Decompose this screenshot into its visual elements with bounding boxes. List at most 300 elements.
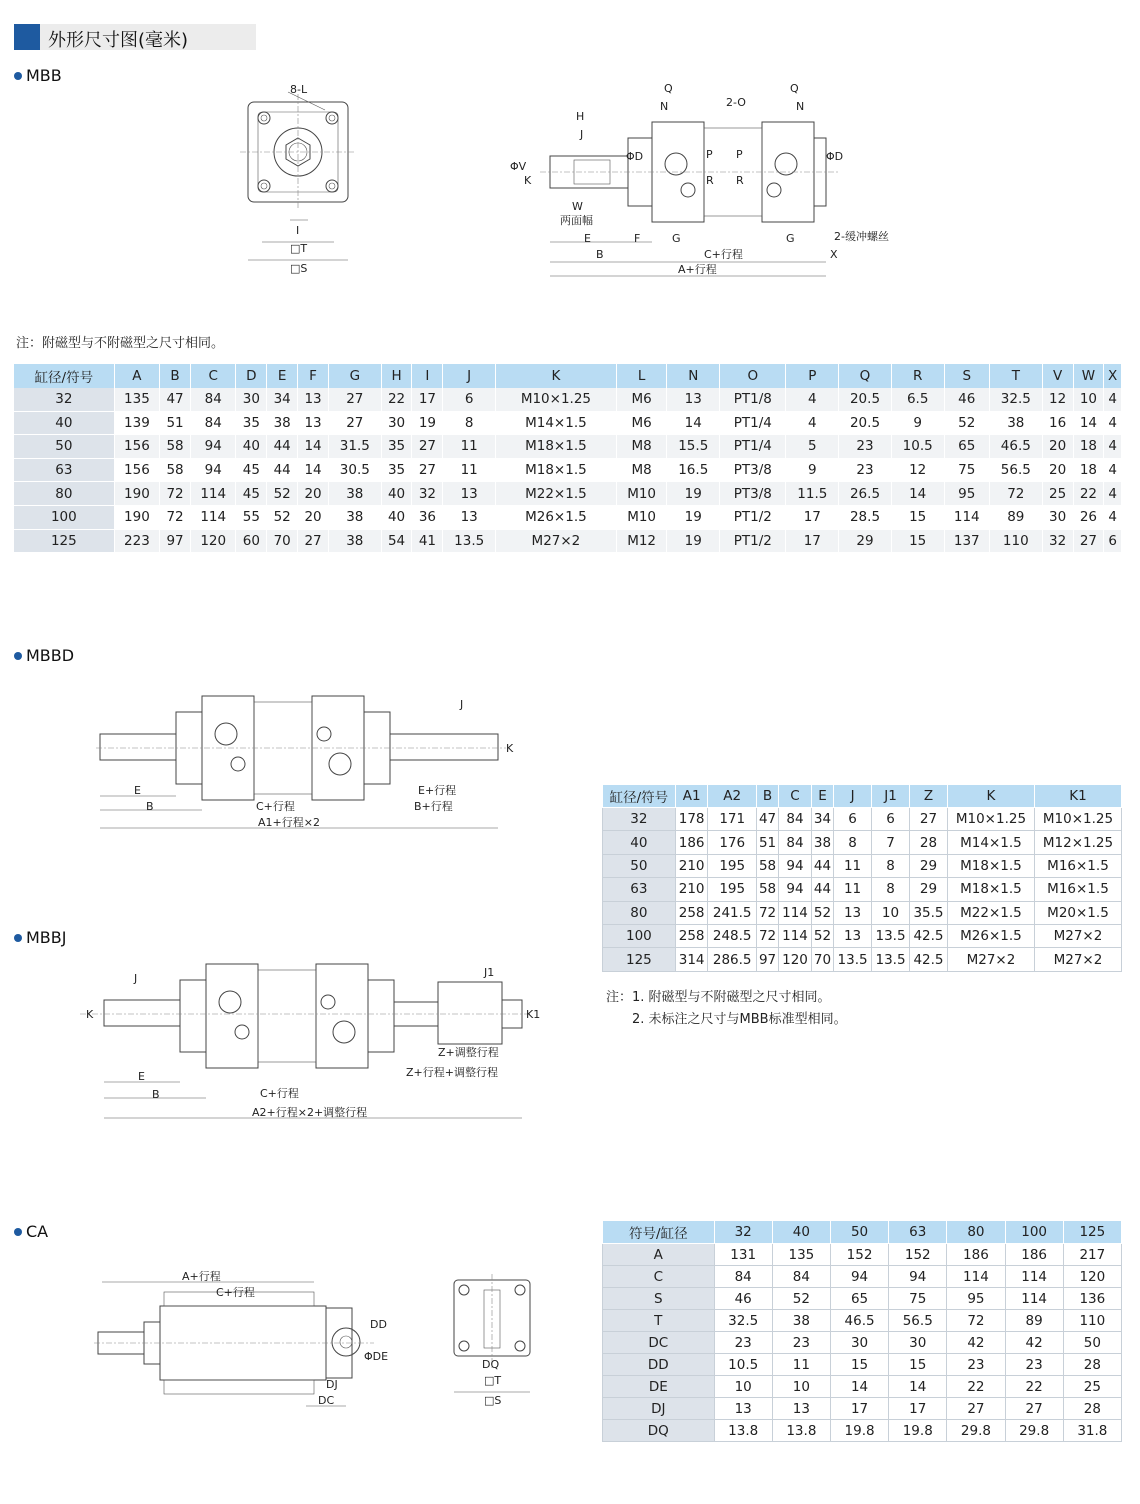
table-cell: 110 [1063, 1310, 1121, 1332]
table-cell: M10 [616, 505, 667, 529]
label-t: □T [484, 1374, 502, 1387]
table-cell: 20 [298, 505, 329, 529]
table-cell: 17 [889, 1398, 947, 1420]
table-cell: 28 [1063, 1398, 1121, 1420]
table-cell: 28 [1063, 1354, 1121, 1376]
label-g-right: G [786, 232, 795, 245]
table-row [14, 482, 1122, 506]
label-k: K [524, 174, 532, 187]
ca-front-drawing [448, 1270, 538, 1410]
table-cell: S [603, 1288, 715, 1310]
table-cell: 72 [160, 505, 191, 529]
table-cell: 114 [779, 924, 812, 947]
column-header: 缸径/符号 [603, 785, 676, 808]
table-row [603, 808, 1122, 831]
label-2-o: 2-O [726, 96, 746, 109]
label-n-left: N [660, 100, 669, 113]
table-cell: 152 [830, 1244, 888, 1266]
table-cell: PT1/2 [720, 505, 786, 529]
table-cell: 178 [675, 808, 708, 831]
table-cell: 52 [811, 924, 833, 947]
table-cell: 10 [772, 1376, 830, 1398]
table-cell: DE [603, 1376, 715, 1398]
table-cell: 27 [1005, 1398, 1063, 1420]
table-cell: 70 [267, 529, 298, 553]
column-header: G [328, 364, 381, 388]
table-cell: 40 [381, 505, 412, 529]
label-e-stroke: E+行程 [418, 784, 457, 797]
note-2-line-2: 2. 未标注之尺寸与MBB标准型相同。 [632, 1012, 847, 1027]
table-cell: 100 [603, 924, 676, 947]
table-cell: 72 [989, 482, 1042, 506]
label-s: □S [484, 1394, 502, 1407]
table-cell: 286.5 [708, 948, 756, 971]
table-cell: 19 [412, 411, 443, 435]
table-cell: 17 [830, 1398, 888, 1420]
table-cell: 75 [944, 458, 989, 482]
label-c-stroke: C+行程 [216, 1286, 255, 1299]
column-header: A2 [708, 785, 756, 808]
table-cell: 72 [756, 924, 778, 947]
table-header-row [603, 1221, 1122, 1244]
table-cell: 136 [1063, 1288, 1121, 1310]
section-mbb [14, 66, 62, 85]
table-cell: 29.8 [947, 1420, 1005, 1442]
table-cell: 80 [603, 901, 676, 924]
table-cell: M8 [616, 458, 667, 482]
table-cell: 110 [989, 529, 1042, 553]
column-header: 63 [889, 1221, 947, 1244]
table-cell: 29 [910, 878, 948, 901]
table-cell: 156 [114, 435, 159, 459]
table-cell: 84 [772, 1266, 830, 1288]
table-cell: 13.5 [834, 948, 872, 971]
label-r-left: R [706, 174, 714, 187]
table-cell: 156 [114, 458, 159, 482]
table-cell: PT1/2 [720, 529, 786, 553]
table-cell: 25 [1042, 482, 1073, 506]
table-cell: 120 [779, 948, 812, 971]
table-cell: 45 [236, 458, 267, 482]
table-cell: 94 [889, 1266, 947, 1288]
table-cell: M8 [616, 435, 667, 459]
table-row [603, 1376, 1122, 1398]
table-cell: 50 [14, 435, 114, 459]
table-cell: 15 [891, 529, 944, 553]
table-cell: 94 [190, 435, 235, 459]
table-cell: M22×1.5 [496, 482, 617, 506]
table-cell: 75 [889, 1288, 947, 1310]
table-cell: 18 [1073, 435, 1104, 459]
table-cell: 44 [811, 878, 833, 901]
table-row [603, 1420, 1122, 1442]
column-header: J1 [872, 785, 910, 808]
table-cell: PT1/8 [720, 388, 786, 411]
table-cell: M16×1.5 [1034, 878, 1121, 901]
table-row [603, 924, 1122, 947]
table-cell: 27 [1073, 529, 1104, 553]
table-cell: 13 [667, 388, 720, 411]
table-cell: 8 [443, 411, 496, 435]
table-cell: 171 [708, 808, 756, 831]
table-cell: 46 [714, 1288, 772, 1310]
table-cell: 30 [236, 388, 267, 411]
table-cell: 14 [667, 411, 720, 435]
column-header: E [267, 364, 298, 388]
table-cell: 23 [947, 1354, 1005, 1376]
table-cell: 125 [603, 948, 676, 971]
column-header: A1 [675, 785, 708, 808]
note-1: 注：附磁型与不附磁型之尺寸相同。 [16, 336, 225, 351]
label-e: E [138, 1070, 145, 1083]
table-row [14, 529, 1122, 553]
table-cell: M10×1.25 [1034, 808, 1121, 831]
table-cell: 8 [872, 854, 910, 877]
table-cell: 29 [910, 854, 948, 877]
table-cell: 13.8 [714, 1420, 772, 1442]
table-cell: 17 [412, 388, 443, 411]
table-cell: 23 [714, 1332, 772, 1354]
table-cell: 25 [1063, 1376, 1121, 1398]
column-header: 符号/缸径 [603, 1221, 715, 1244]
ca-dimension-table [602, 1220, 1122, 1442]
label-a-stroke: A+行程 [182, 1270, 221, 1283]
table-cell: 14 [1073, 411, 1104, 435]
table-cell: 13.8 [772, 1420, 830, 1442]
table-cell: 52 [811, 901, 833, 924]
table-cell: 34 [267, 388, 298, 411]
table-cell: M26×1.5 [496, 505, 617, 529]
table-cell: 27 [910, 808, 948, 831]
table-cell: 32 [14, 388, 114, 411]
label-z-stroke-adjust: Z+行程+调整行程 [406, 1066, 498, 1079]
label-s: □S [290, 262, 308, 275]
table-cell: 26.5 [839, 482, 892, 506]
table-cell: 29.8 [1005, 1420, 1063, 1442]
table-cell: 44 [267, 458, 298, 482]
table-cell: 8 [872, 878, 910, 901]
table-cell: 31.5 [328, 435, 381, 459]
table-cell: 22 [947, 1376, 1005, 1398]
table-cell: 52 [772, 1288, 830, 1310]
table-cell: 210 [675, 878, 708, 901]
table-cell: 46.5 [830, 1310, 888, 1332]
label-i: I [296, 224, 300, 237]
table-cell: 12 [1042, 388, 1073, 411]
table-cell: 95 [944, 482, 989, 506]
section-ca [14, 1222, 48, 1241]
mbbd-drawing [96, 688, 526, 838]
table-cell: 94 [190, 458, 235, 482]
table-cell: 195 [708, 878, 756, 901]
table-cell: 135 [114, 388, 159, 411]
table-cell: PT3/8 [720, 482, 786, 506]
column-header: E [811, 785, 833, 808]
label-q-right: Q [790, 82, 799, 95]
table-cell: 56.5 [889, 1310, 947, 1332]
table-cell: 13 [298, 411, 329, 435]
table-cell: 47 [756, 808, 778, 831]
table-cell: 27 [947, 1398, 1005, 1420]
table-cell: 100 [14, 505, 114, 529]
section-mbbd-label: MBBD [26, 646, 75, 665]
label-buffer-screw: 2-缓冲螺丝 [834, 230, 889, 243]
table-cell: 23 [839, 435, 892, 459]
table-cell: DJ [603, 1398, 715, 1420]
table-cell: 27 [328, 388, 381, 411]
table-cell: 19.8 [889, 1420, 947, 1442]
table-cell: M14×1.5 [947, 831, 1034, 854]
table-cell: 58 [160, 435, 191, 459]
column-header: O [720, 364, 786, 388]
table-cell: 11 [834, 878, 872, 901]
table-cell: M6 [616, 411, 667, 435]
table-cell: 30 [889, 1332, 947, 1354]
section-header [14, 24, 256, 50]
table-cell: 94 [830, 1266, 888, 1288]
table-cell: 58 [160, 458, 191, 482]
bullet-icon [14, 1228, 22, 1236]
table-cell: 56.5 [989, 458, 1042, 482]
table-cell: 4 [1104, 388, 1122, 411]
table-cell: 42.5 [910, 924, 948, 947]
table-cell: 50 [603, 854, 676, 877]
table-cell: 35.5 [910, 901, 948, 924]
table-cell: M10×1.25 [496, 388, 617, 411]
table-cell: 4 [786, 411, 839, 435]
column-header: B [160, 364, 191, 388]
table-cell: 84 [714, 1266, 772, 1288]
label-8-l: 8-L [290, 83, 308, 96]
table-cell: 6 [872, 808, 910, 831]
column-header: 50 [830, 1221, 888, 1244]
table-cell: 26 [1073, 505, 1104, 529]
column-header: K1 [1034, 785, 1121, 808]
table-row [603, 1310, 1122, 1332]
table-cell: 63 [14, 458, 114, 482]
table-cell: 31.8 [1063, 1420, 1121, 1442]
mbbj-drawing [80, 960, 541, 1130]
table-row [603, 831, 1122, 854]
label-b-stroke: B+行程 [414, 800, 453, 813]
table-cell: 18 [1073, 458, 1104, 482]
column-header: J [834, 785, 872, 808]
table-cell: 13 [443, 505, 496, 529]
table-cell: 13 [834, 924, 872, 947]
table-cell: 8 [834, 831, 872, 854]
table-cell: 38 [328, 482, 381, 506]
table-cell: 15 [830, 1354, 888, 1376]
table-cell: 10 [872, 901, 910, 924]
table-cell: 20 [1042, 458, 1073, 482]
table-cell: 114 [190, 505, 235, 529]
table-cell: 16.5 [667, 458, 720, 482]
table-cell: M12 [616, 529, 667, 553]
table-cell: 15.5 [667, 435, 720, 459]
table-cell: 6 [1104, 529, 1122, 553]
column-header: D [236, 364, 267, 388]
table-cell: 41 [412, 529, 443, 553]
table-cell: 4 [1104, 411, 1122, 435]
table-cell: 27 [328, 411, 381, 435]
table-row [603, 854, 1122, 877]
table-cell: 13.5 [872, 948, 910, 971]
table-cell: 22 [381, 388, 412, 411]
table-cell: 45 [236, 482, 267, 506]
table-cell: 44 [811, 854, 833, 877]
table-cell: 4 [1104, 482, 1122, 506]
label-j: J [460, 698, 464, 711]
column-header: S [944, 364, 989, 388]
table-cell: 40 [603, 831, 676, 854]
table-cell: 15 [889, 1354, 947, 1376]
section-mbbj-label: MBBJ [26, 928, 67, 947]
table-cell: 186 [675, 831, 708, 854]
bullet-icon [14, 934, 22, 942]
table-row [603, 948, 1122, 971]
ca-side-drawing [94, 1262, 404, 1412]
table-cell: 20 [1042, 435, 1073, 459]
table-cell: 84 [190, 411, 235, 435]
table-cell: 6.5 [891, 388, 944, 411]
table-cell: 40 [14, 411, 114, 435]
table-cell: 13 [443, 482, 496, 506]
table-cell: 176 [708, 831, 756, 854]
table-cell: 210 [675, 854, 708, 877]
table-cell: M26×1.5 [947, 924, 1034, 947]
table-cell: 84 [779, 808, 812, 831]
label-c-stroke: C+行程 [260, 1087, 299, 1100]
table-cell: 23 [1005, 1354, 1063, 1376]
table-cell: 4 [1104, 435, 1122, 459]
column-header: A [114, 364, 159, 388]
table-cell: 32.5 [989, 388, 1042, 411]
table-cell: 4 [1104, 505, 1122, 529]
column-header: N [667, 364, 720, 388]
table-cell: 38 [989, 411, 1042, 435]
table-cell: 89 [1005, 1310, 1063, 1332]
table-cell: 58 [756, 854, 778, 877]
table-cell: 52 [267, 505, 298, 529]
table-cell: 42.5 [910, 948, 948, 971]
table-cell: 32 [603, 808, 676, 831]
table-cell: 125 [14, 529, 114, 553]
label-phi-d-right: ΦD [826, 150, 844, 163]
table-cell: 72 [947, 1310, 1005, 1332]
table-row [14, 411, 1122, 435]
label-dq: DQ [482, 1358, 500, 1371]
table-cell: 97 [160, 529, 191, 553]
table-cell: PT1/4 [720, 435, 786, 459]
label-j: J [134, 972, 138, 985]
label-x: X [830, 248, 838, 261]
table-cell: T [603, 1310, 715, 1332]
label-a2-stroke: A2+行程×2+调整行程 [252, 1106, 368, 1119]
mbb-side-view-drawing [500, 80, 910, 280]
table-cell: A [603, 1244, 715, 1266]
table-row [14, 388, 1122, 411]
table-cell: C [603, 1266, 715, 1288]
label-g-left: G [672, 232, 681, 245]
table-cell: 131 [714, 1244, 772, 1266]
table-cell: 137 [944, 529, 989, 553]
table-cell: 4 [1104, 458, 1122, 482]
label-h: H [576, 110, 585, 123]
column-header: 80 [947, 1221, 1005, 1244]
header-marker [14, 24, 40, 50]
table-cell: 60 [236, 529, 267, 553]
label-phi-v: ΦV [510, 160, 527, 173]
table-cell: 44 [267, 435, 298, 459]
table-cell: 19 [667, 482, 720, 506]
table-cell: 80 [14, 482, 114, 506]
table-cell: 35 [381, 435, 412, 459]
table-cell: M27×2 [947, 948, 1034, 971]
column-header: Z [910, 785, 948, 808]
label-k1: K1 [526, 1008, 541, 1021]
section-mbbd [14, 646, 74, 665]
table-cell: 46 [944, 388, 989, 411]
bullet-icon [14, 652, 22, 660]
table-cell: 223 [114, 529, 159, 553]
column-header: 40 [772, 1221, 830, 1244]
table-cell: 152 [889, 1244, 947, 1266]
label-b: B [152, 1088, 160, 1101]
table-cell: 72 [756, 901, 778, 924]
table-cell: 241.5 [708, 901, 756, 924]
table-cell: 10 [1073, 388, 1104, 411]
label-phi-d-left: ΦD [626, 150, 644, 163]
column-header: 100 [1005, 1221, 1063, 1244]
label-p-left: P [706, 148, 713, 161]
table-cell: 139 [114, 411, 159, 435]
table-cell: 12 [891, 458, 944, 482]
table-cell: 51 [756, 831, 778, 854]
table-cell: 58 [756, 878, 778, 901]
column-header: 32 [714, 1221, 772, 1244]
table-cell: 6 [834, 808, 872, 831]
table-cell: 217 [1063, 1244, 1121, 1266]
table-cell: 20.5 [839, 388, 892, 411]
table-cell: DC [603, 1332, 715, 1354]
table-cell: 95 [947, 1288, 1005, 1310]
table-cell: 114 [190, 482, 235, 506]
table-cell: M14×1.5 [496, 411, 617, 435]
page-title: 外形尺寸图(毫米) [48, 30, 189, 51]
column-header: P [786, 364, 839, 388]
label-two-face: 两面幅 [560, 214, 593, 227]
table-cell: 34 [811, 808, 833, 831]
table-cell: M27×2 [496, 529, 617, 553]
table-cell: 38 [328, 505, 381, 529]
table-cell: 30 [381, 411, 412, 435]
table-cell: 6 [443, 388, 496, 411]
table-cell: 9 [786, 458, 839, 482]
table-cell: 52 [944, 411, 989, 435]
table-cell: 32.5 [714, 1310, 772, 1332]
table-cell: 22 [1073, 482, 1104, 506]
table-cell: 10.5 [714, 1354, 772, 1376]
table-cell: 42 [1005, 1332, 1063, 1354]
table-cell: 114 [1005, 1288, 1063, 1310]
table-cell: PT3/8 [720, 458, 786, 482]
table-cell: 13.5 [443, 529, 496, 553]
table-cell: 19.8 [830, 1420, 888, 1442]
table-cell: M18×1.5 [496, 458, 617, 482]
table-cell: 14 [891, 482, 944, 506]
table-cell: 17 [786, 505, 839, 529]
table-cell: M22×1.5 [947, 901, 1034, 924]
